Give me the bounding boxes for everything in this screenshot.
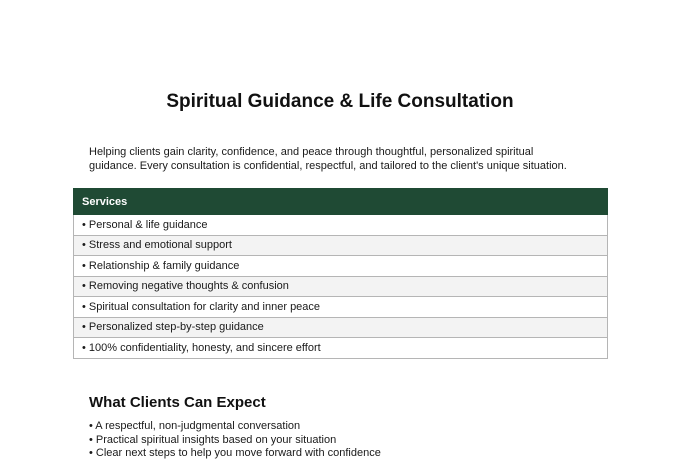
service-item: • Personal & life guidance: [74, 215, 608, 236]
service-item: • Spiritual consultation for clarity and inner peace: [74, 297, 608, 318]
intro-line: Helping clients gain clarity, confidence, and peace through thoughtful, personalized spiritual: [89, 146, 534, 158]
services-table: [73, 188, 608, 359]
list-item: • Clear next steps to help you move forward with confidence: [89, 447, 381, 459]
service-item: • Removing negative thoughts & confusion: [74, 276, 608, 297]
service-item: • Relationship & family guidance: [74, 256, 608, 277]
expectations-list: [89, 420, 381, 461]
service-item: • Personalized step-by-step guidance: [74, 317, 608, 338]
table-row: [74, 276, 608, 297]
table-row: [74, 338, 608, 359]
services-header-row: [74, 189, 608, 215]
intro-line: guidance. Every consultation is confidential, respectful, and tailored to the client's unique situation.: [89, 159, 567, 172]
table-row: [74, 235, 608, 256]
page-title: Spiritual Guidance & Life Consultation: [166, 91, 514, 112]
intro-paragraph: [89, 146, 609, 173]
list-item: • Practical spiritual insights based on your situation: [89, 433, 337, 446]
service-item: • Stress and emotional support: [74, 235, 608, 256]
table-row: [74, 256, 608, 277]
list-item: • A respectful, non-judgmental conversation: [89, 420, 301, 432]
table-row: [74, 297, 608, 318]
service-item: • 100% confidentiality, honesty, and sincere effort: [74, 338, 608, 359]
section-heading: What Clients Can Expect: [89, 394, 266, 411]
services-header: Services: [74, 189, 608, 215]
table-row: [74, 317, 608, 338]
table-row: [74, 215, 608, 236]
